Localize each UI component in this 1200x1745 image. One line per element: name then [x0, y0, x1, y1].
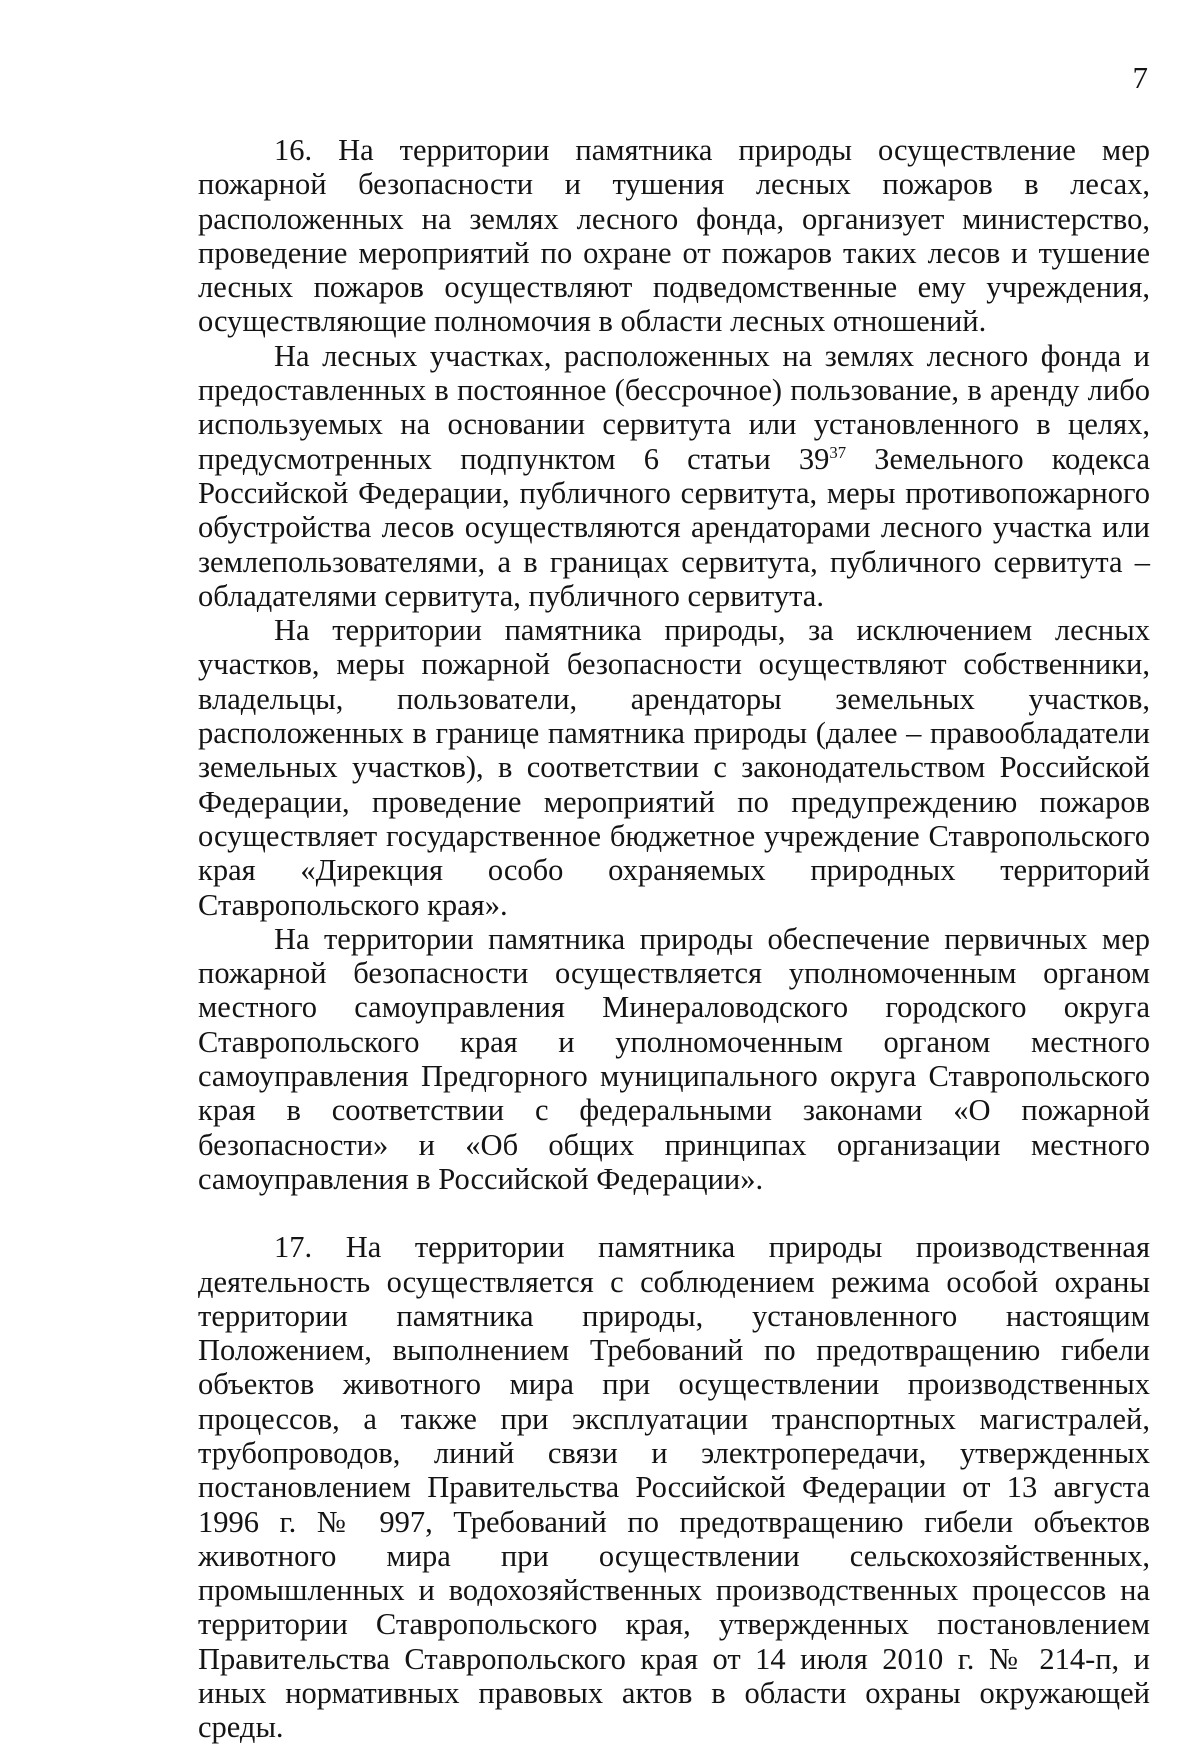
- paragraph-16-fire-safety: 16. На территории памятника природы осуществление мер пожарной безопасности и тушения лесных пожаров в лесах, расположенных на землях лесного фонда, организует министерство, проведение мероприятий по охране от пожаров таких лесов и тушение лесных пожаров осуществляют подведомственные ему учреждения, осуществляющие полномочия в области лесных отношений.: [198, 133, 1150, 339]
- paragraph-land-owners: На территории памятника природы, за исключением лесных участков, меры пожарной безопасности осуществляют собственники, владельцы, пользователи, арендаторы земельных участков, расположенных в границе памятника природы (далее – правообладатели земельных участков), в соответствии с законодательством Российской Федерации, проведение мероприятий по предупреждению пожаров осуществляет государственное бюджетное учреждение Ставропольского края «Дирекция особо охраняемых природных территорий Ставропольского края».: [198, 613, 1150, 922]
- article-superscript: 37: [829, 442, 847, 462]
- page-number: 7: [1132, 60, 1148, 95]
- paragraph-forest-plots: [198, 339, 1150, 613]
- paragraph-forest-plots-text-end: Земельного кодекса Российской Федерации, публичного сервитута, меры противопожарного обустройства лесов осуществляются арендаторами лесного участка или землепользователями, а в границах сервитута, публичного сервитута – обладателями сервитута, публичного сервитута.: [198, 441, 1150, 613]
- paragraph-17-production-activity: 17. На территории памятника природы производственная деятельность осуществляется с соблюдением режима особой охраны территории памятника природы, установленного настоящим Положением, выполнением Требований по предотвращению гибели объектов животного мира при осуществлении производственных процессов, а также при эксплуатации транспортных магистралей, трубопроводов, линий связи и электропередачи, утвержденных постановлением Правительства Российской Федерации от 13 августа 1996 г. № 997, Требований по предотвращению гибели объектов животного мира при осуществлении сельскохозяйственных, промышленных и водохозяйственных производственных процессов на территории Ставропольского края, утвержденных постановлением Правительства Ставропольского края от 14 июля 2010 г. № 214-п, и иных нормативных правовых актов в области охраны окружающей среды.: [198, 1230, 1150, 1745]
- paragraph-primary-fire-measures: На территории памятника природы обеспечение первичных мер пожарной безопасности осуществляется уполномоченным органом местного самоуправления Минераловодского городского округа Ставропольского края и уполномоченным органом местного самоуправления Предгорного муниципального округа Ставропольского края в соответствии с федеральными законами «О пожарной безопасности» и «Об общих принципах организации местного самоуправления в Российской Федерации».: [198, 921, 1150, 1196]
- document-body: [198, 133, 1150, 1745]
- paragraph-forest-plots-text-start: На лесных участках, расположенных на землях лесного фонда и предоставленных в постоянное (бессрочное) пользование, в аренду либо используемых на основании сервитута или установленного в целях, предусмотренных подпунктом 6 статьи 39: [198, 338, 1150, 476]
